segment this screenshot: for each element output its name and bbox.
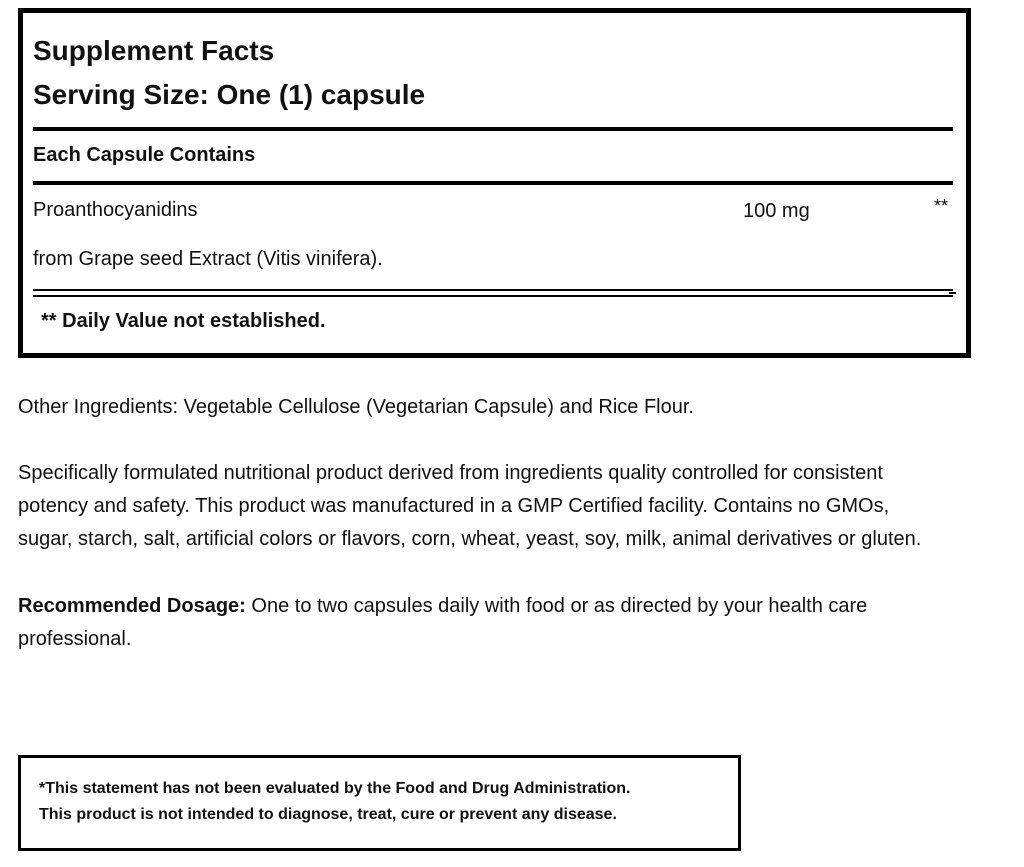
description-line: sugar, starch, salt, artificial colors or flavors, corn, wheat, yeast, soy, milk, animal derivatives or gluten.	[18, 528, 922, 550]
ingredient-daily-value: **	[934, 196, 949, 216]
dosage-label: Recommended Dosage:	[18, 595, 246, 617]
daily-value-footnote: ** Daily Value not established.	[41, 310, 326, 332]
ingredient-source: from Grape seed Extract (Vitis vinifera).	[33, 248, 383, 270]
divider-thick	[33, 181, 953, 185]
fda-disclaimer-box	[18, 755, 741, 851]
ingredient-name: Proanthocyanidins	[33, 199, 198, 221]
divider-tick	[949, 292, 956, 294]
description-line: Specifically formulated nutritional product derived from ingredients quality controlled for consistent	[18, 462, 883, 484]
description-line: potency and safety. This product was manufactured in a GMP Certified facility. Contains no GMOs,	[18, 495, 890, 517]
dosage-text: One to two capsules daily with food or as directed by your health care	[245, 595, 868, 617]
ingredient-amount: 100 mg	[743, 200, 810, 222]
dosage-text-continued: professional.	[18, 628, 132, 650]
disclaimer-line: This product is not intended to diagnose, treat, cure or prevent any disease.	[39, 806, 617, 823]
supplement-facts-panel	[18, 8, 971, 358]
facts-title: Supplement Facts	[33, 35, 275, 66]
serving-size: Serving Size: One (1) capsule	[33, 79, 426, 110]
disclaimer-line: *This statement has not been evaluated by the Food and Drug Administration.	[39, 780, 631, 797]
divider-double	[33, 289, 953, 297]
other-ingredients: Other Ingredients: Vegetable Cellulose (Vegetarian Capsule) and Rice Flour.	[18, 396, 694, 418]
recommended-dosage	[18, 590, 1018, 656]
section-header: Each Capsule Contains	[33, 144, 256, 166]
product-description	[18, 457, 1018, 556]
divider-thick	[33, 127, 953, 131]
